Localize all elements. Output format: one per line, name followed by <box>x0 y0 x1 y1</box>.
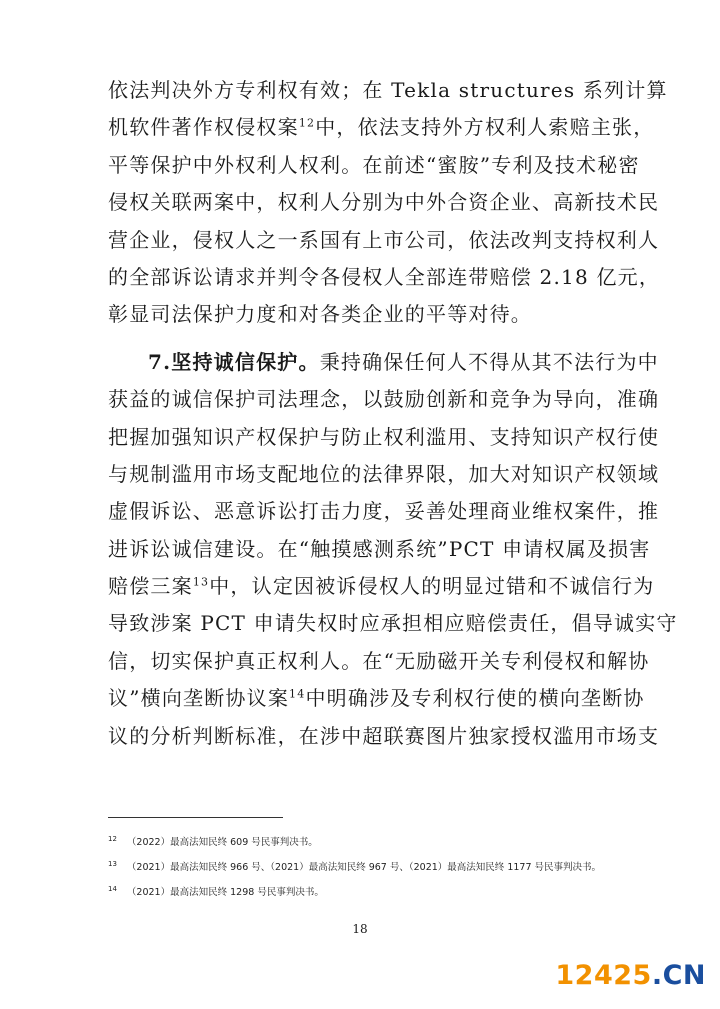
paragraph-2 <box>108 344 678 755</box>
footnote-divider <box>108 817 283 818</box>
text-fragment: 机软件著作权侵权案 <box>108 115 299 140</box>
text-line: 获益的诚信保护司法理念，以鼓励创新和竞争为导向，准确 <box>108 387 660 412</box>
page-number: 18 <box>352 922 368 936</box>
text-line <box>108 568 655 605</box>
watermark-digits: 12425 <box>555 960 652 991</box>
text-line: 导致涉案 PCT 申请失权时应承担相应赔偿责任，倡导诚实守 <box>108 611 678 636</box>
text-fragment: 赔偿三案 <box>108 574 193 599</box>
footnote-14 <box>108 882 613 900</box>
footnotes <box>108 832 613 907</box>
watermark-domain: .CN <box>651 960 706 991</box>
text-line <box>108 344 659 381</box>
section-heading: 7.坚持诚信保护。 <box>148 349 320 374</box>
footnote-text: （2021）最高法知民终 966 号、（2021）最高法知民终 967 号、（2021）最高法知民终 1177 号民事判决书。 <box>126 862 602 874</box>
text-line: 与规制滥用市场支配地位的法律界限，加大对知识产权领域 <box>108 461 660 486</box>
footnote-ref-12[interactable]: 12 <box>298 116 316 130</box>
footnote-text: （2021）最高法知民终 1298 号民事判决书。 <box>126 887 324 899</box>
footnote-ref-13[interactable]: 13 <box>192 575 210 589</box>
text-line: 平等保护中外权利人权利。在前述“蜜胺”专利及技术秘密 <box>108 152 640 177</box>
text-line: 进诉讼诚信建设。在“触摸感测系统”PCT 申请权属及损害 <box>108 536 651 561</box>
text-line: 侵权关联两案中，权利人分别为中外合资企业、高新技术民 <box>108 190 660 215</box>
text-line <box>108 109 655 146</box>
text-fragment: 中，认定因被诉侵权人的明显过错和不诚信行为 <box>209 574 655 599</box>
body-text <box>108 72 678 755</box>
footnote-number: 14 <box>108 885 117 894</box>
text-line: 依法判决外方专利权有效；在 Tekla structures 系列计算 <box>108 78 668 102</box>
text-line: 虚假诉讼、恶意诉讼打击力度，妥善处理商业维权案件，推 <box>108 499 660 524</box>
text-line: 营企业，侵权人之一系国有上市公司，依法改判支持权利人 <box>108 227 660 252</box>
text-line <box>108 680 645 717</box>
footnote-number: 13 <box>108 860 117 869</box>
text-fragment: 议”横向垄断协议案 <box>108 686 290 711</box>
footnote-13 <box>108 857 613 875</box>
paragraph-1 <box>108 72 668 334</box>
footnote-ref-14[interactable]: 14 <box>289 687 306 701</box>
text-line: 的全部诉讼请求并判令各侵权人全部连带赔偿 2.18 亿元， <box>108 264 661 289</box>
site-watermark <box>555 960 706 991</box>
text-line: 把握加强知识产权保护与防止权利滥用、支持知识产权行使 <box>108 424 660 449</box>
footnote-number: 12 <box>108 835 117 843</box>
text-fragment: 秉持确保任何人不得从其不法行为中 <box>319 349 659 374</box>
text-line: 彰显司法保护力度和对各类企业的平等对待。 <box>108 302 532 327</box>
footnote-text: （2022）最高法知民终 609 号民事判决书。 <box>126 837 318 849</box>
text-line: 议的分析判断标准，在涉中超联赛图片独家授权滥用市场支 <box>108 723 660 748</box>
text-fragment: 中，依法支持外方权利人索赔主张， <box>315 115 655 140</box>
footnote-12 <box>108 832 613 850</box>
text-line: 信，切实保护真正权利人。在“无励磁开关专利侵权和解协 <box>108 648 650 673</box>
text-fragment: 中明确涉及专利权行使的横向垄断协 <box>305 686 645 711</box>
